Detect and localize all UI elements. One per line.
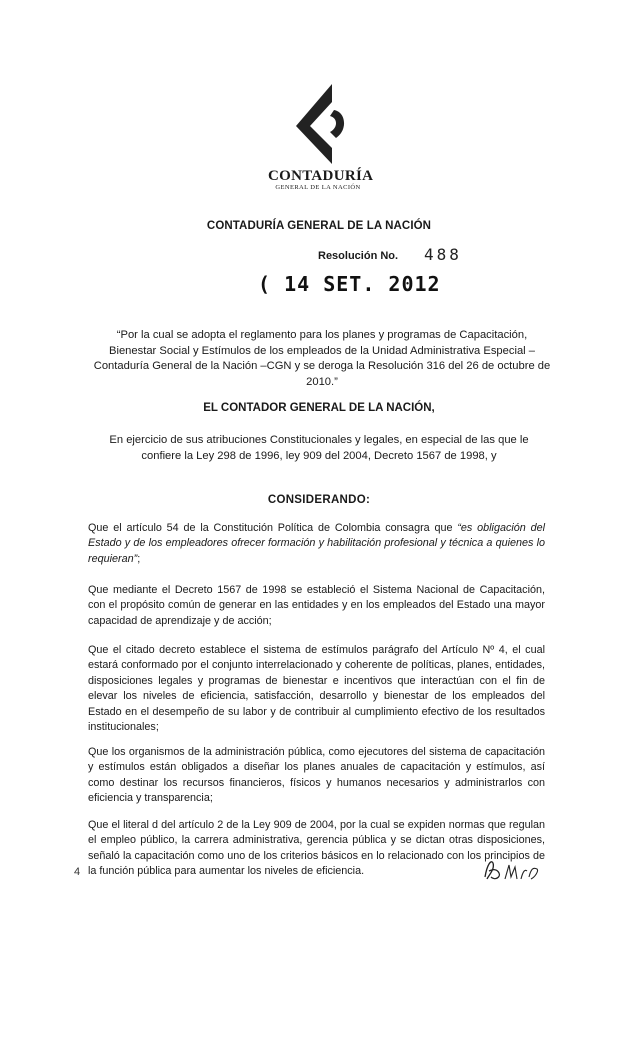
preamble-text: En ejercicio de sus atribuciones Constitucionales y legales, en especial de las que le confiere la Ley 298 de 1996, ley 909 del 2004, Decreto 1567 de 1998, y: [109, 434, 529, 462]
paragraph-4: Que los organismos de la administración pública, como ejecutores del sistema de capacitación y estímulos están obligados a diseñar los planes anuales de capacitación y estímulos, así como destinar los recursos financieros, físicos y humanos necesarios y administrarlos con eficiencia y transparencia;: [88, 746, 545, 805]
resolution-title: “Por la cual se adopta el reglamento para los planes y programas de Capacitación, Bienestar Social y Estímulos de los empleados de la Unidad Administrativa Especial – Contaduría General de la Nación –CGN y se deroga la Resolución 316 del 26 de octubre de 2010.”: [93, 329, 551, 388]
date-stamp: ( 14 SET. 2012: [258, 272, 441, 296]
contaduria-logo: [268, 82, 374, 198]
logo-subtitle: GENERAL DE LA NACIÓN: [275, 184, 361, 191]
logo-emblem-icon: [288, 82, 348, 166]
paragraph-1-lead: Que el artículo 54 de la Constitución Política de Colombia consagra que: [88, 522, 458, 534]
paragraph-2: Que mediante el Decreto 1567 de 1998 se estableció el Sistema Nacional de Capacitación, con el propósito común de generar en las entidades y en los empleados del Estado una mayor capacidad de aprendizaje y de acción;: [88, 584, 545, 627]
paragraph-1-quote: “es obligación del Estado y de los empleadores ofrecer formación y habilitación profesional y técnica a quienes lo requieran”: [88, 522, 545, 565]
paragraph-1-tail: ;: [137, 552, 141, 565]
paragraph-5: Que el literal d del artículo 2 de la Ley 909 de 2004, por la cual se expiden normas que regulan el empleo público, la carrera administrativa, gerencia pública y se dictan otras disposiciones, señaló la capacitación como uno de los criterios básicos en lo relacionado con los principios de la función pública para aumentar los niveles de eficiencia.: [88, 819, 545, 878]
logo-wordmark: CONTADURÍA: [268, 168, 374, 184]
margin-handwritten-mark: 4: [74, 866, 81, 878]
entity-heading: CONTADURÍA GENERAL DE LA NACIÓN: [206, 220, 432, 232]
resolution-label: Resolución No.: [318, 250, 399, 262]
resolution-number: 488: [424, 245, 462, 264]
handwritten-initials: [481, 855, 545, 885]
paragraph-1: [88, 521, 545, 567]
paragraph-3: Que el citado decreto establece el sistema de estímulos parágrafo del Artículo Nº 4, el cual estará conformado por el conjunto interrelacionado y coherente de políticas, planes, entidades, disposiciones legales y programas de bienestar e incentivos que interactúan con el fin de elevar los niveles de eficiencia, satisfacción, desarrollo y bienestar de los empleados del Estado en el desempeño de su labor y de contribuir al cumplimiento efectivo de los resultados institucionales;: [88, 644, 545, 734]
considerando-heading: CONSIDERANDO:: [267, 494, 371, 506]
signer-heading: EL CONTADOR GENERAL DE LA NACIÓN,: [203, 402, 435, 414]
